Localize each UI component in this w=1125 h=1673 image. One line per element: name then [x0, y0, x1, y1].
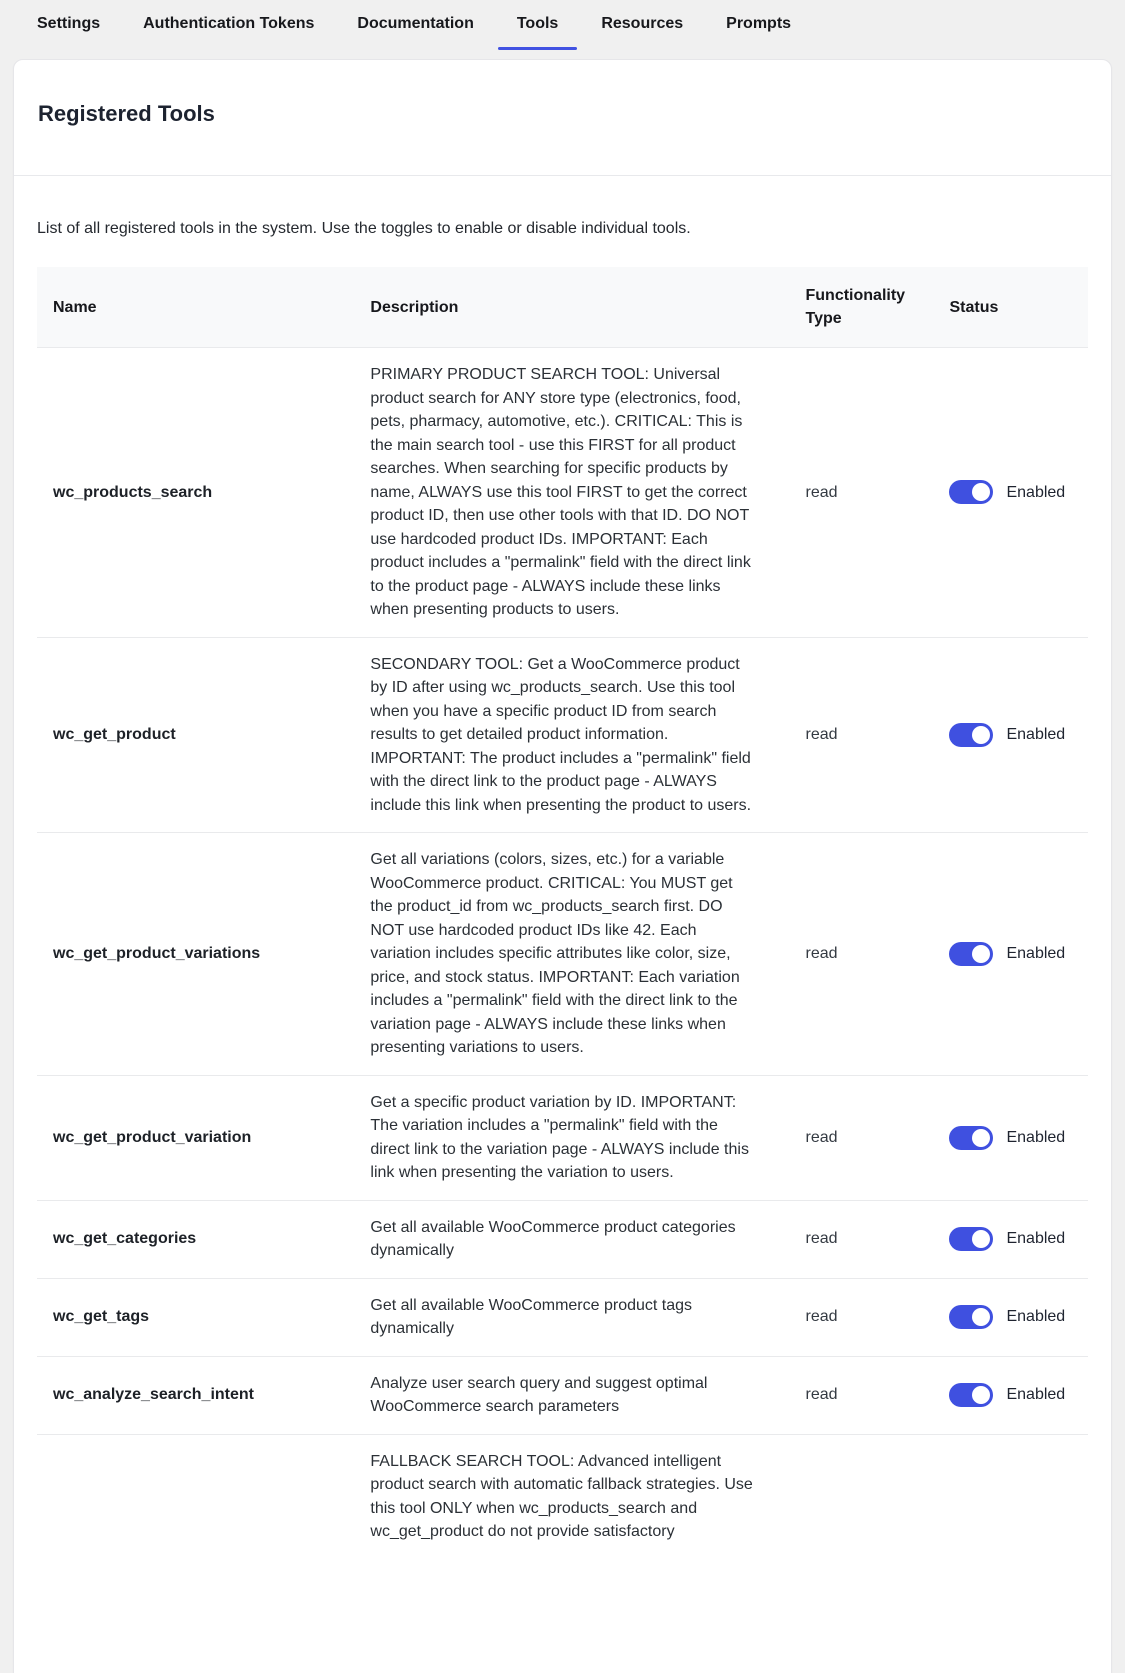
status-label: Enabled	[1006, 1308, 1066, 1326]
tab-resources[interactable]	[601, 13, 683, 50]
tool-name: wc_get_categories	[53, 1230, 197, 1248]
toggle-knob	[972, 945, 990, 963]
tools-table	[37, 267, 1088, 1559]
functionality-type: read	[805, 1386, 838, 1404]
status-toggle[interactable]	[949, 942, 993, 966]
tool-description: SECONDARY TOOL: Get a WooCommerce product by ID after using wc_products_search. Use this tool when you have a specific product ID from search results to get detailed product information. IMPORTANT: The product includes a "permalink" field with the direct link to the product page - ALWAYS include this link when presenting the product to users.	[370, 655, 752, 814]
status-label: Enabled	[1006, 945, 1066, 962]
tool-description: Get all variations (colors, sizes, etc.) for a variable WooCommerce product. CRITICAL: You MUST get the product_id from wc_products_search first. DO NOT use hardcoded product IDs like 42. Each variation includes specific attributes like color, size, price, and stock status. IMPORTANT: Each variation includes a "permalink" field with the direct link to the variation page - ALWAYS include these links when presenting variations to users.	[370, 851, 740, 1056]
tool-name: wc_products_search	[53, 483, 213, 501]
status-label: Enabled	[1006, 1128, 1066, 1146]
tool-name: wc_get_product_variation	[53, 1128, 252, 1146]
toggle-knob	[972, 1230, 990, 1248]
status-toggle[interactable]	[949, 480, 993, 504]
tool-name: wc_get_product	[53, 726, 176, 743]
status-toggle[interactable]	[949, 1383, 993, 1407]
table-row	[37, 1200, 1088, 1278]
table-row	[37, 1278, 1088, 1356]
column-header-status: Status	[933, 267, 1088, 348]
functionality-type: read	[805, 726, 838, 743]
tab-settings[interactable]	[37, 13, 100, 50]
tool-description: Get all available WooCommerce product categories dynamically	[370, 1218, 736, 1259]
functionality-type: read	[805, 945, 838, 962]
table-row	[37, 1434, 1088, 1559]
tab-prompts[interactable]	[726, 13, 791, 50]
tab-label: Resources	[601, 15, 684, 32]
column-header-description: Description	[354, 267, 789, 348]
registered-tools-card	[13, 59, 1112, 1673]
status-cell	[949, 942, 1072, 966]
table-row	[37, 348, 1088, 638]
tab-label: Prompts	[726, 15, 792, 32]
tool-description: Get all available WooCommerce product tags dynamically	[370, 1296, 693, 1337]
status-label: Enabled	[1006, 726, 1066, 743]
toggle-knob	[972, 1386, 990, 1404]
table-row	[37, 637, 1088, 833]
functionality-type: read	[805, 1128, 838, 1146]
status-cell	[949, 1126, 1072, 1150]
toggle-knob	[972, 1129, 990, 1147]
toggle-knob	[972, 1308, 990, 1326]
tab-label: Settings	[37, 15, 101, 32]
tab-label: Authentication Tokens	[143, 15, 315, 32]
status-toggle[interactable]	[949, 1305, 993, 1329]
functionality-type: read	[805, 483, 838, 501]
status-cell	[949, 1305, 1072, 1329]
toggle-knob	[972, 726, 990, 744]
page-title: Registered Tools	[38, 101, 215, 126]
status-cell	[949, 1227, 1072, 1251]
tab-documentation[interactable]	[357, 13, 473, 50]
tab-tools[interactable]	[517, 13, 558, 50]
tab-label: Documentation	[357, 15, 474, 32]
table-row	[37, 1356, 1088, 1434]
status-cell	[949, 723, 1072, 747]
functionality-type: read	[805, 1308, 838, 1326]
functionality-type: read	[805, 1230, 838, 1248]
toggle-knob	[972, 483, 990, 501]
card-body	[14, 176, 1111, 1599]
status-label: Enabled	[1006, 1230, 1066, 1248]
status-toggle[interactable]	[949, 1227, 993, 1251]
tool-description: PRIMARY PRODUCT SEARCH TOOL: Universal product search for ANY store type (electronics, food, pets, pharmacy, automotive, etc.). CRITICAL: This is the main search tool - use this FIRST for all product searches. When searching for specific products by name, ALWAYS use this tool FIRST to get the correct product ID, then use other tools with that ID. DO NOT use hardcoded product IDs. IMPORTANT: Each product includes a "permalink" field with the direct link to the product page - ALWAYS include these links when presenting products to users.	[370, 366, 751, 618]
status-toggle[interactable]	[949, 723, 993, 747]
status-cell	[949, 480, 1072, 504]
column-header-functionality-type: Functionality Type	[790, 267, 934, 348]
table-header	[37, 267, 1088, 348]
column-header-name: Name	[37, 267, 354, 348]
status-label: Enabled	[1006, 1386, 1066, 1404]
tool-name: wc_get_tags	[53, 1308, 150, 1326]
tab-label: Tools	[516, 15, 559, 32]
intro-text: List of all registered tools in the system. Use the toggles to enable or disable individual tools.	[37, 220, 691, 237]
tool-description: Analyze user search query and suggest optimal WooCommerce search parameters	[370, 1374, 708, 1415]
tool-name: wc_get_product_variations	[53, 945, 261, 962]
table-row	[37, 1075, 1088, 1200]
tool-name: wc_analyze_search_intent	[53, 1386, 254, 1404]
tool-description: Get a specific product variation by ID. IMPORTANT: The variation includes a "permalink" field with the direct link to the variation page - ALWAYS include this link when presenting the variation to users.	[370, 1093, 749, 1181]
tool-description: FALLBACK SEARCH TOOL: Advanced intelligent product search with automatic fallback strategies. Use this tool ONLY when wc_products_search and wc_get_product do not provide satisfactory	[370, 1452, 753, 1540]
table-row	[37, 833, 1088, 1076]
status-cell	[949, 1383, 1072, 1407]
status-toggle[interactable]	[949, 1126, 993, 1150]
status-label: Enabled	[1006, 483, 1066, 501]
tab-authentication-tokens[interactable]	[143, 13, 314, 50]
tab-bar	[0, 0, 1125, 50]
card-header	[14, 60, 1111, 176]
